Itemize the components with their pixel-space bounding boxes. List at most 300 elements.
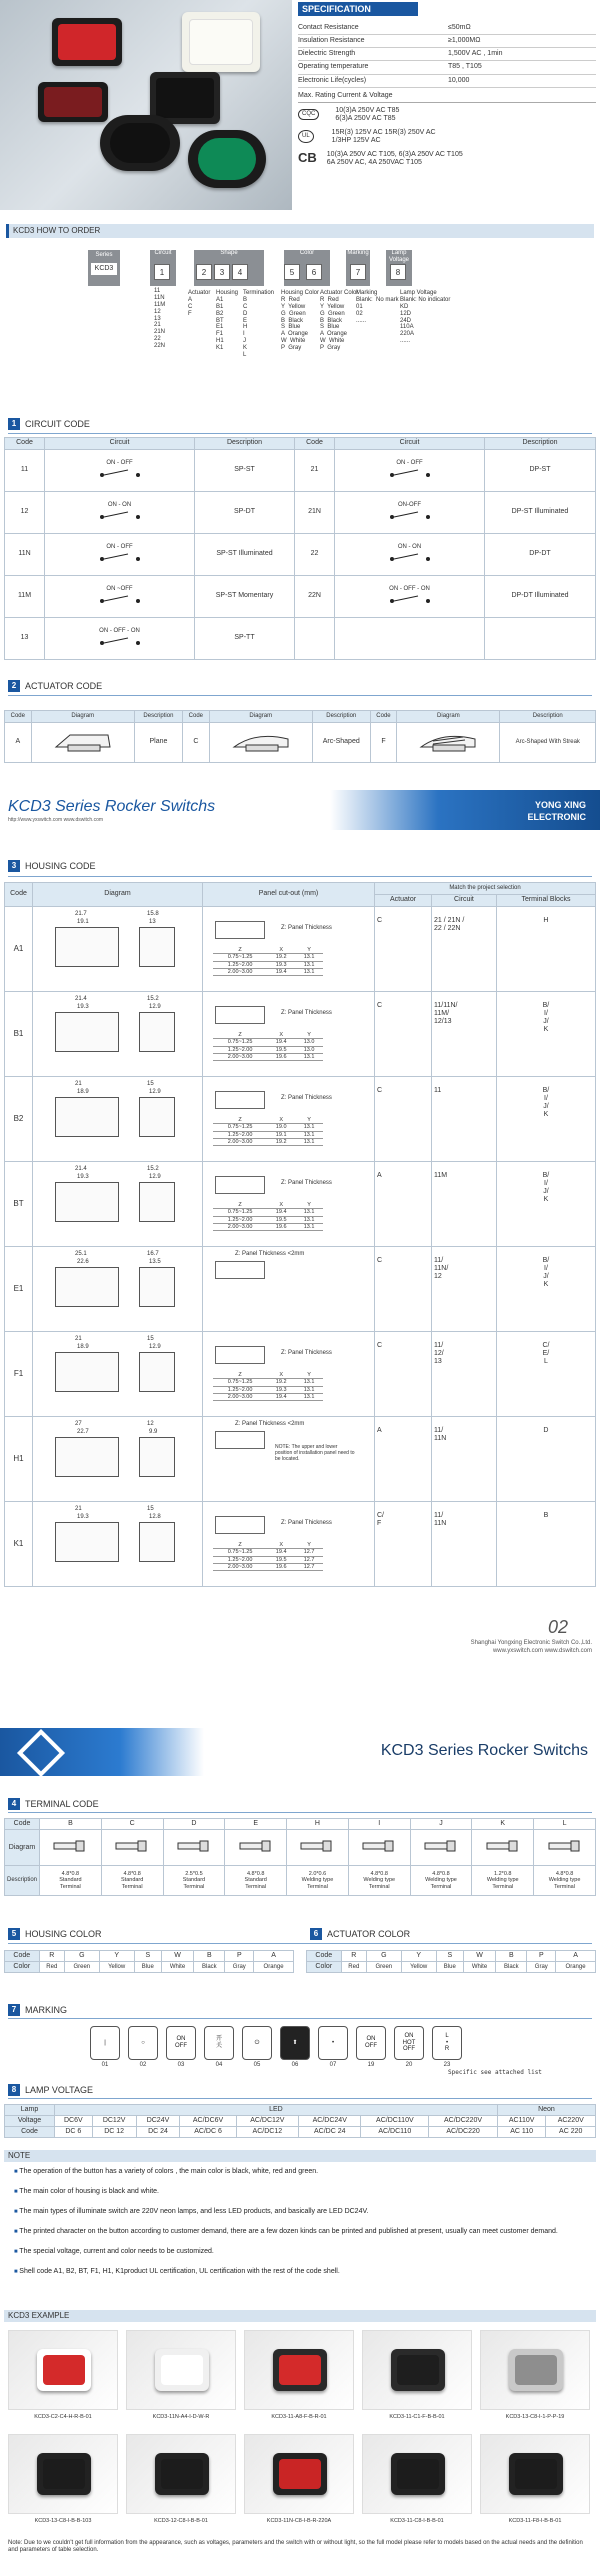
circuit-row xyxy=(5,576,596,618)
cutout-cell: 13.1 xyxy=(295,1131,323,1138)
cutout-cell: 0.75~1.25 xyxy=(213,954,267,961)
cb-logo: CB xyxy=(298,150,317,166)
housing-drawing xyxy=(35,1079,200,1159)
example-photo xyxy=(362,2330,472,2410)
housing-color-table xyxy=(4,1950,294,1973)
cutout-row xyxy=(213,1386,323,1393)
cb-rating-1: 10(3)A 250V AC T105, 6(3)A 250V AC T105 xyxy=(326,150,463,158)
terminal-diagram xyxy=(225,1830,287,1866)
color-row-label: Code xyxy=(307,1951,342,1962)
header-terminal: Terminal Blocks xyxy=(496,895,595,907)
housing-side-view xyxy=(139,1012,175,1052)
cutout-cell: 13.1 xyxy=(295,1124,323,1131)
circuit-diagram xyxy=(335,492,485,534)
marking-code: 20 xyxy=(405,2062,413,2068)
terminal-code: D xyxy=(163,1819,225,1830)
install-note: NOTE: The upper and lower position of installation panel need to be located. xyxy=(275,1444,355,1462)
lamp-voltage: DC24V xyxy=(136,2116,180,2127)
switch-body xyxy=(155,2349,209,2391)
marking-symbol-icon: L • R xyxy=(432,2026,462,2060)
housing-actuator: C xyxy=(375,1247,432,1332)
color-code: Y xyxy=(99,1951,134,1962)
color-row-label: Color xyxy=(5,1962,40,1973)
cutout-row xyxy=(213,1549,323,1556)
color-name: Black xyxy=(496,1962,527,1973)
actuator-color-section-title xyxy=(310,1928,410,1940)
housing-diagram xyxy=(33,1502,203,1587)
header-actuator: Actuator xyxy=(375,895,432,907)
panel-thickness-label: Z: Panel Thickness xyxy=(281,1520,332,1526)
cutout-cell: 1.25~2.00 xyxy=(213,1046,267,1053)
terminal-row-label: Description xyxy=(5,1866,40,1896)
circuit-table xyxy=(4,437,596,660)
order-slot-8: 8 xyxy=(390,264,406,280)
example-label: KCD3-11-C1-F-B-B-01 xyxy=(389,2414,445,2420)
cutout-cell: Z xyxy=(213,1117,267,1124)
example-photo xyxy=(244,2434,354,2514)
housing-code: B2 xyxy=(5,1077,33,1162)
note-item: ■ Shell code A1, B2, BT, F1, H1, K1product UL certification, UL certification with the rest of the code shell. xyxy=(14,2268,590,2276)
actuator-desc-c: Arc-Shaped xyxy=(312,723,370,763)
cutout-cell: 2.00~3.00 xyxy=(213,968,267,975)
cutout-row xyxy=(213,1556,323,1563)
dim-width: 21 xyxy=(75,1506,82,1512)
circuit-code: 22 xyxy=(295,534,335,576)
marking-row xyxy=(90,2026,510,2076)
divider xyxy=(8,2018,592,2019)
terminal-desc-row xyxy=(5,1866,596,1896)
circuit-code: 11M xyxy=(5,576,45,618)
cutout-cell: 2.00~3.00 xyxy=(213,1563,267,1570)
cqc-rating-2: 6(3)A 250V AC T85 xyxy=(335,114,396,122)
housing-diagram xyxy=(33,1332,203,1417)
panel-cutout xyxy=(203,1247,375,1332)
cqc-row xyxy=(298,107,596,123)
example-title: KCD3 EXAMPLE xyxy=(8,2311,70,2320)
marking-code: 04 xyxy=(215,2062,223,2068)
terminal-desc: 4.8*0.8 Standard Terminal xyxy=(101,1866,163,1896)
cutout-rect xyxy=(215,1091,265,1109)
circuit-desc: SP-ST Momentary xyxy=(195,576,295,618)
lamp-row-label: Code xyxy=(5,2127,55,2138)
housing-circuit: 11/ 11N/ 12 xyxy=(432,1247,497,1332)
note-title: NOTE xyxy=(8,2151,31,2160)
dim-inner-depth: 13.5 xyxy=(149,1259,161,1265)
cutout-cell: 13.1 xyxy=(295,1379,323,1386)
cutout-cell: 13.1 xyxy=(295,968,323,975)
cutout-cell: 2.00~3.00 xyxy=(213,1053,267,1060)
banner-title-text: KCD3 Series Rocker Switchs xyxy=(8,798,216,815)
cutout-row xyxy=(213,1131,323,1138)
cutout-rect xyxy=(215,1516,265,1534)
switch-body xyxy=(155,2453,209,2495)
company-name: Shanghai Yongxing Electronic Switch Co.,Ltd. xyxy=(470,1640,592,1646)
example-label: KCD3-11N-A4-I-D-W-R xyxy=(152,2414,210,2420)
housing-side-view xyxy=(139,1522,175,1562)
ul-rating-2: 1/3HP 125V AC xyxy=(331,136,381,144)
cutout-drawing xyxy=(205,909,372,989)
order-slot-4: 4 xyxy=(232,264,248,280)
cutout-cell: 12.7 xyxy=(295,1556,323,1563)
housing-circuit: 21 / 21N / 22 / 22N xyxy=(432,907,497,992)
terminal-pin-icon xyxy=(172,1835,216,1857)
switch-schematic-icon xyxy=(380,509,440,521)
housing-terminal: B/ I/ J/ K xyxy=(496,1247,595,1332)
cutout-row xyxy=(213,1053,323,1060)
spec-value: ≤50mΩ xyxy=(448,24,471,32)
lamp-code: AC/DC220 xyxy=(429,2127,498,2138)
circuit-desc: DP-DT xyxy=(485,534,596,576)
housing-diagram xyxy=(33,1247,203,1332)
cutout-cell: 2.00~3.00 xyxy=(213,1223,267,1230)
example-photo xyxy=(480,2330,590,2410)
lamp-voltage: AC/DC220V xyxy=(429,2116,498,2127)
cutout-cell: 19.2 xyxy=(267,1379,295,1386)
cutout-cell: X xyxy=(267,947,295,954)
cutout-cell: Z xyxy=(213,1202,267,1209)
cutout-rect xyxy=(215,1006,265,1024)
panel-cutout xyxy=(203,1502,375,1587)
cutout-cell: 2.00~3.00 xyxy=(213,1393,267,1400)
switch-body xyxy=(509,2349,563,2391)
section-number: 7 xyxy=(8,2004,20,2016)
how-to-order-title: KCD3 HOW TO ORDER xyxy=(13,226,101,235)
dim-depth: 15.8 xyxy=(147,911,159,917)
marking-symbol-icon: ON HOT OFF xyxy=(394,2026,424,2060)
cutout-cell: 0.75~1.25 xyxy=(213,1209,267,1216)
switch-actuator xyxy=(515,2459,557,2489)
cutout-cell: 0.75~1.25 xyxy=(213,1379,267,1386)
terminal-section-title xyxy=(8,1798,99,1810)
panel-thickness-label: Z: Panel Thickness <2mm xyxy=(235,1421,305,1427)
lamp-options: Lamp Voltage Blank: No indicator KD 12D 24D 110A 220A ...... xyxy=(400,290,451,345)
circuit-code: 22N xyxy=(295,576,335,618)
housing-code: K1 xyxy=(5,1502,33,1587)
panel-cutout xyxy=(203,1162,375,1247)
marking-code: 03 xyxy=(177,2062,185,2068)
spec-title: SPECIFICATION xyxy=(298,2,418,16)
circuit-desc: DP-ST Illuminated xyxy=(485,492,596,534)
spec-key: Contact Resistance xyxy=(298,24,359,32)
lamp-voltage-section-title xyxy=(8,2084,93,2096)
spec-row xyxy=(298,22,596,35)
led-header: LED xyxy=(55,2105,498,2116)
circuit-symbol xyxy=(47,628,192,650)
cutout-row xyxy=(213,1216,323,1223)
ul-row xyxy=(298,129,596,145)
switch-body xyxy=(391,2349,445,2391)
lamp-code: AC 110 xyxy=(497,2127,546,2138)
divider xyxy=(8,1812,592,1813)
circuit-row xyxy=(5,450,596,492)
circuit-symbol xyxy=(337,502,482,524)
switch-body xyxy=(37,2349,91,2391)
panel-thickness-label: Z: Panel Thickness xyxy=(281,925,332,931)
marking-item xyxy=(318,2026,348,2069)
housing-terminal: B/ I/ J/ K xyxy=(496,1162,595,1247)
cutout-cell: Z xyxy=(213,1542,267,1549)
housing-code: H1 xyxy=(5,1417,33,1502)
divider xyxy=(8,2098,592,2099)
housing-diagram xyxy=(33,992,203,1077)
housing-drawing xyxy=(35,1249,200,1329)
housing-actuator: C xyxy=(375,1332,432,1417)
section-title: MARKING xyxy=(25,2004,68,2015)
panel-cutout xyxy=(203,907,375,992)
housing-side-view xyxy=(139,1352,175,1392)
circuit-diagram xyxy=(45,618,195,660)
marking-code: 23 xyxy=(443,2062,451,2068)
housing-diagram xyxy=(33,907,203,992)
cutout-rect xyxy=(215,921,265,939)
note-item: ■ The printed character on the button according to customer demand, there are a few dozen kinds can be printed and published at present, usually can meet customer demand. xyxy=(14,2228,590,2236)
actuator-code-c: C xyxy=(183,723,210,763)
cutout-cell: 19.4 xyxy=(267,1549,295,1556)
section-number: 8 xyxy=(8,2084,20,2096)
lamp-row-label: Voltage xyxy=(5,2116,55,2127)
switch-schematic-icon xyxy=(90,593,150,605)
marking-item xyxy=(280,2026,310,2069)
housing-drawing xyxy=(35,909,200,989)
example-item xyxy=(480,2434,590,2532)
cutout-cell: 19.3 xyxy=(267,1386,295,1393)
example-label: KCD3-13-C8-I-B-B-103 xyxy=(34,2518,92,2524)
terminal-row-label: Diagram xyxy=(5,1830,40,1866)
dim-depth: 15.2 xyxy=(147,1166,159,1172)
circuit-desc: DP-DT Illuminated xyxy=(485,576,596,618)
terminal-desc: 4.8*0.8 Standard Terminal xyxy=(225,1866,287,1896)
brand-line-1: YONG XING xyxy=(534,800,586,810)
circuit-symbol xyxy=(337,460,482,482)
cutout-cell: 1.25~2.00 xyxy=(213,1556,267,1563)
actuator-options: Actuator A C F xyxy=(188,290,211,317)
header-match: Match the project selection xyxy=(375,883,596,895)
housing-actuator: C/ F xyxy=(375,1502,432,1587)
cutout-cell: 19.0 xyxy=(267,1124,295,1131)
example-photo xyxy=(244,2330,354,2410)
panel-cutout xyxy=(203,1332,375,1417)
switch-actuator xyxy=(43,2355,85,2385)
housing-terminal: D xyxy=(496,1417,595,1502)
order-slot-5: 5 xyxy=(284,264,300,280)
cutout-cell: 19.5 xyxy=(267,1046,295,1053)
spec-value: T85 , T105 xyxy=(448,63,482,71)
cutout-cell: 13.1 xyxy=(295,1216,323,1223)
cutout-cell: 19.4 xyxy=(267,968,295,975)
actuator-color-options: Actuator Color R Red Y Yellow G Green B Black S Blue A Orange W White P Gray xyxy=(320,290,359,352)
color-row-label: Color xyxy=(307,1962,342,1973)
housing-circuit: 11/ 11N xyxy=(432,1417,497,1502)
section-title: TERMINAL CODE xyxy=(25,1798,99,1809)
circuit-header: Circuit xyxy=(335,438,485,450)
lamp-voltage: DC12V xyxy=(92,2116,136,2127)
spec-key: Electronic Life(cycles) xyxy=(298,76,367,84)
circuit-state-label: ON - ON xyxy=(397,543,422,550)
housing-code: E1 xyxy=(5,1247,33,1332)
cutout-drawing xyxy=(205,1249,372,1329)
marking-item xyxy=(166,2026,196,2069)
cutout-cell: X xyxy=(267,1117,295,1124)
ul-rating-1: 15R(3) 125V AC 15R(3) 250V AC xyxy=(331,128,436,136)
actuator-header: Diagram xyxy=(31,711,134,723)
marking-options: Marking Blank: No mark 01 02 ...... xyxy=(356,290,399,324)
cutout-drawing xyxy=(205,1079,372,1159)
dim-depth: 15 xyxy=(147,1336,154,1342)
spec-row xyxy=(298,48,596,61)
terminal-desc: 4.8*0.8 Welding type Terminal xyxy=(410,1866,472,1896)
cb-row xyxy=(298,151,596,167)
circuit-label: Circuit xyxy=(154,250,172,256)
note-item: ■ The main color of housing is black and white. xyxy=(14,2188,590,2196)
lamp-code: AC/DC12 xyxy=(236,2127,298,2138)
lamp-label: Lamp Voltage xyxy=(388,250,410,263)
header-cutout: Panel cut-out (mm) xyxy=(203,883,375,907)
lamp-voltage: DC6V xyxy=(55,2116,93,2127)
example-item xyxy=(8,2434,118,2532)
example-photo xyxy=(126,2330,236,2410)
note-item: ■ The special voltage, current and color needs to be customized. xyxy=(14,2248,590,2256)
cutout-table xyxy=(213,1117,323,1146)
switch-body xyxy=(37,2453,91,2495)
circuit-diagram xyxy=(45,492,195,534)
housing-row xyxy=(5,907,596,992)
color-code: R xyxy=(39,1951,64,1962)
cutout-cell: 13.1 xyxy=(295,1393,323,1400)
actuator-header: Code xyxy=(183,711,210,723)
divider xyxy=(8,433,592,434)
actuator-header: Description xyxy=(312,711,370,723)
marking-symbol-icon: ON OFF xyxy=(356,2026,386,2060)
color-code: B xyxy=(496,1951,527,1962)
housing-side-view xyxy=(139,1097,175,1137)
header-circuit: Circuit xyxy=(432,895,497,907)
housing-front-view xyxy=(55,1352,119,1392)
circuit-code: 21 xyxy=(295,450,335,492)
marking-code: 19 xyxy=(367,2062,375,2068)
color-code: G xyxy=(65,1951,100,1962)
color-name: Yellow xyxy=(401,1962,436,1973)
circuit-desc: DP-ST xyxy=(485,450,596,492)
spec-value: 1,500V AC , 1min xyxy=(448,50,503,58)
cutout-cell: Y xyxy=(295,1032,323,1039)
housing-circuit: 11M xyxy=(432,1162,497,1247)
cutout-cell: Z xyxy=(213,947,267,954)
terminal-code: I xyxy=(348,1819,410,1830)
cutout-row xyxy=(213,1209,323,1216)
cutout-cell: 19.4 xyxy=(267,1393,295,1400)
terminal-desc: 4.8*0.8 Welding type Terminal xyxy=(534,1866,596,1896)
housing-front-view xyxy=(55,1437,119,1477)
cutout-cell: 13.1 xyxy=(295,1223,323,1230)
terminal-code: J xyxy=(410,1819,472,1830)
circuit-row xyxy=(5,492,596,534)
cutout-cell: 1.25~2.00 xyxy=(213,1386,267,1393)
housing-terminal: B/ I/ J/ K xyxy=(496,1077,595,1162)
circuit-state-label: ON - OFF xyxy=(106,459,133,466)
color-code: W xyxy=(161,1951,193,1962)
section-number: 3 xyxy=(8,860,20,872)
terminal-diagram xyxy=(101,1830,163,1866)
cutout-cell: Y xyxy=(295,1372,323,1379)
lamp-code: DC 24 xyxy=(136,2127,180,2138)
divider xyxy=(8,695,592,696)
housing-drawing xyxy=(35,1419,200,1499)
brand-diamond-icon xyxy=(17,1729,65,1777)
cutout-cell: Y xyxy=(295,1542,323,1549)
streak-actuator-icon xyxy=(413,727,483,755)
terminal-diagram xyxy=(348,1830,410,1866)
actuator-diagram-f xyxy=(397,723,500,763)
color-name: White xyxy=(463,1962,495,1973)
arc-actuator-icon xyxy=(226,727,296,755)
housing-circuit: 11/11N/ 11M/ 12/13 xyxy=(432,992,497,1077)
cutout-table xyxy=(213,1202,323,1231)
header-diagram: Diagram xyxy=(33,883,203,907)
lamp-voltage: AC220V xyxy=(546,2116,596,2127)
color-name: Orange xyxy=(254,1962,294,1973)
housing-side-view xyxy=(139,927,175,967)
cutout-cell: 19.6 xyxy=(267,1563,295,1570)
housing-row xyxy=(5,992,596,1077)
cutout-cell: Z xyxy=(213,1372,267,1379)
dim-inner-width: 22.7 xyxy=(77,1429,89,1435)
dim-inner-width: 19.3 xyxy=(77,1514,89,1520)
example-item xyxy=(126,2330,236,2428)
terminal-code: K xyxy=(472,1819,534,1830)
section-title: LAMP VOLTAGE xyxy=(25,2084,94,2095)
example-photo xyxy=(126,2434,236,2514)
marking-symbol-icon: | xyxy=(90,2026,120,2060)
switch-actuator xyxy=(161,2459,203,2489)
housing-circuit: 11/ 12/ 13 xyxy=(432,1332,497,1417)
terminal-desc: 4.8*0.8 Welding type Terminal xyxy=(348,1866,410,1896)
circuit-state-label: ON - OFF xyxy=(396,459,423,466)
specification-panel xyxy=(298,2,596,167)
cutout-cell: 19.5 xyxy=(267,1216,295,1223)
spec-key: Insulation Resistance xyxy=(298,37,365,45)
order-slot-6: 6 xyxy=(306,264,322,280)
dim-inner-width: 18.9 xyxy=(77,1089,89,1095)
dim-depth: 16.7 xyxy=(147,1251,159,1257)
series-label: Series xyxy=(95,252,113,258)
cutout-row xyxy=(213,1117,323,1124)
color-name: Yellow xyxy=(99,1962,134,1973)
marking-symbol-icon: ○ xyxy=(128,2026,158,2060)
actuator-table xyxy=(4,710,596,763)
circuit-diagram xyxy=(335,534,485,576)
example-item xyxy=(8,2330,118,2428)
color-code: S xyxy=(134,1951,161,1962)
terminal-diagram xyxy=(534,1830,596,1866)
panel-cutout xyxy=(203,1077,375,1162)
order-slot-3: 3 xyxy=(214,264,230,280)
series-value: KCD3 xyxy=(91,263,117,275)
color-name: White xyxy=(161,1962,193,1973)
cutout-rect xyxy=(215,1346,265,1364)
housing-actuator: A xyxy=(375,1162,432,1247)
actuator-header: Description xyxy=(134,711,182,723)
cutout-cell: 0.75~1.25 xyxy=(213,1124,267,1131)
color-name: Blue xyxy=(436,1962,463,1973)
note-header xyxy=(4,2150,596,2162)
lamp-code: AC 220 xyxy=(546,2127,596,2138)
cutout-cell: 12.7 xyxy=(295,1549,323,1556)
cutout-rect xyxy=(215,1176,265,1194)
color-code: P xyxy=(527,1951,556,1962)
switch-body xyxy=(273,2349,327,2391)
cutout-row xyxy=(213,968,323,975)
marking-code: 01 xyxy=(101,2062,109,2068)
